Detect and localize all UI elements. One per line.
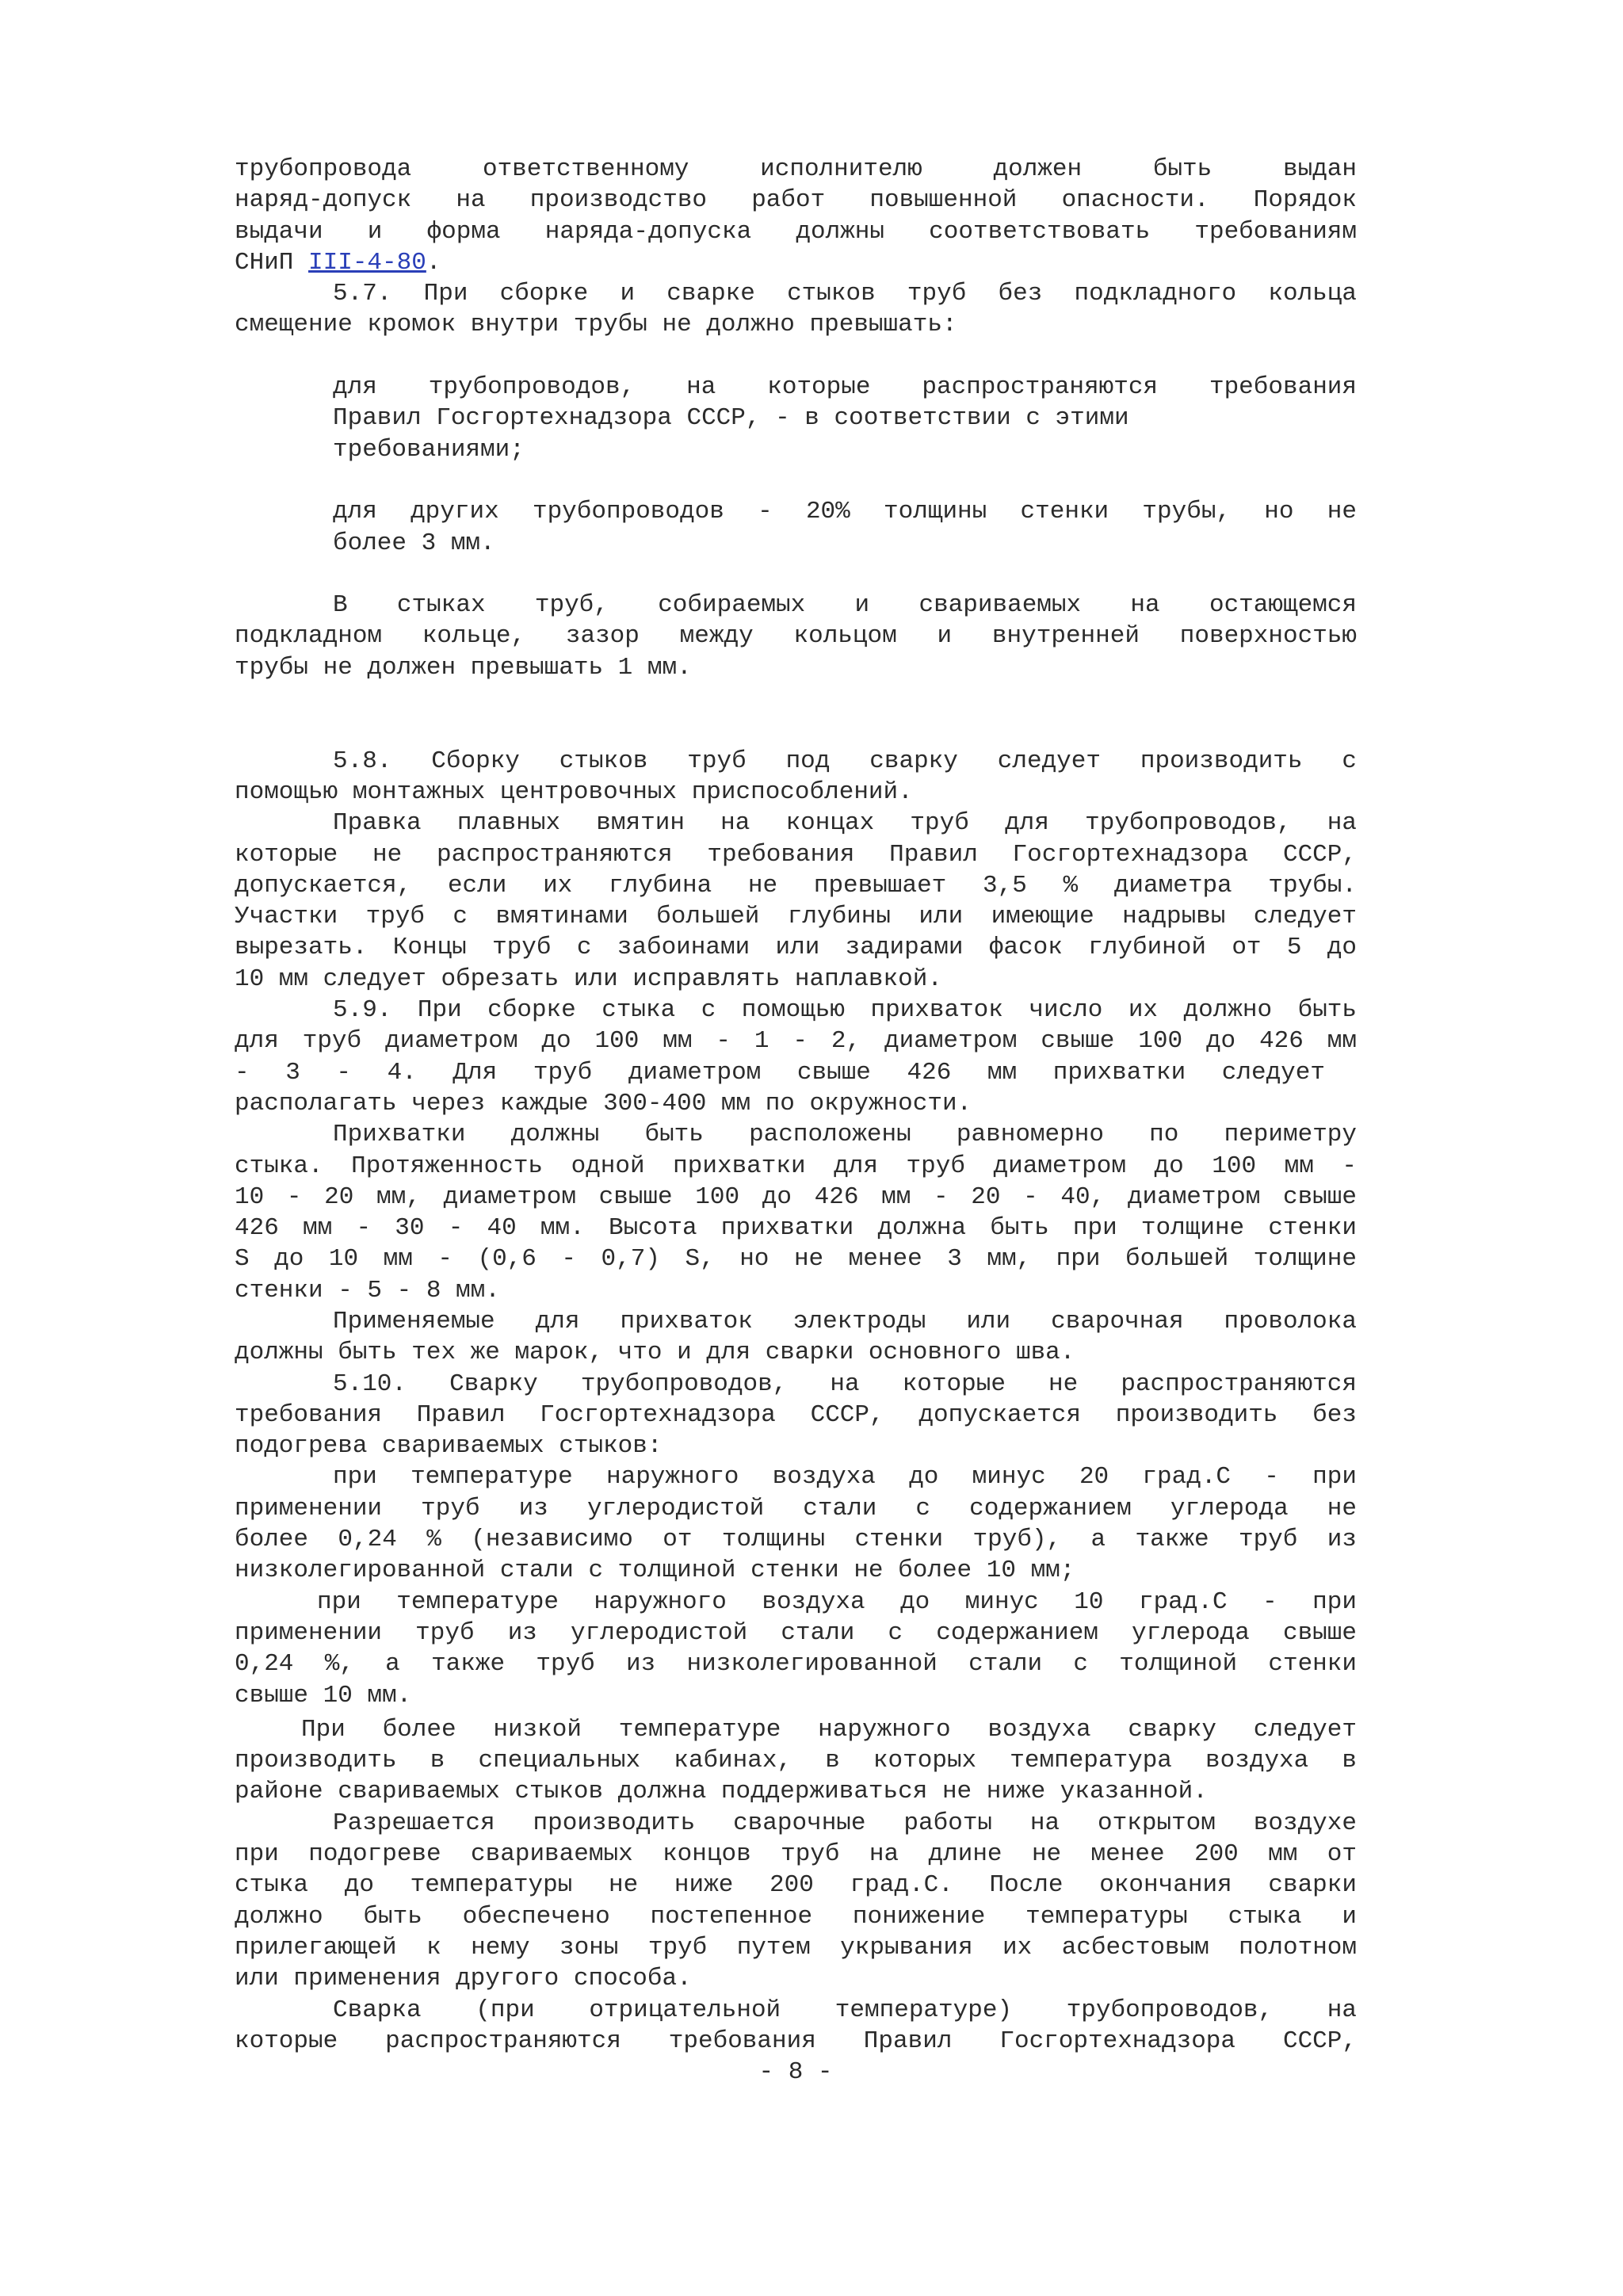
paragraph-line: Правка плавных вмятин на концах труб для трубопроводов, на [333,809,1357,838]
clause-5-10-line: требования Правил Госгортехнадзора СССР, допускается производить без [235,1400,1357,1429]
paragraph-line: свыше 10 мм. [235,1681,412,1710]
paragraph-line: допускается, если их глубина не превышает 3,5 % диаметра трубы. [235,871,1357,900]
spacer [235,465,1357,496]
clause-5-8-line: помощью монтажных центровочных приспособлений. [235,777,913,806]
paragraph-line: стенки - 5 - 8 мм. [235,1276,500,1305]
text-line: наряд-допуск на производство работ повышенной опасности. Порядок [235,186,1357,215]
paragraph-line: применении труб из углеродистой стали с содержанием углерода не [235,1494,1357,1522]
list-item-line: для трубопроводов, на которые распространяются требования [333,373,1357,402]
text-line: выдачи и форма наряда-допуска должны соответствовать требованиям [235,217,1357,246]
paragraph-line: Прихватки должны быть расположены равномерно по периметру [333,1121,1357,1149]
list-item-line: требованиями; [333,435,525,464]
paragraph-line: стыка до температуры не ниже 200 град.С. После окончания сварки [235,1871,1357,1900]
paragraph-line: трубы не должен превышать 1 мм. [235,653,692,682]
paragraph-line: стыка. Протяженность одной прихватки для труб диаметром до 100 мм - [235,1152,1357,1180]
paragraph-line: Разрешается производить сварочные работы на открытом воздухе [333,1809,1357,1837]
paragraph-line: которые распространяются требования Правил Госгортехнадзора СССР, [235,2027,1357,2055]
paragraph-line: При более низкой температуре наружного воздуха сварку следует [301,1715,1357,1744]
paragraph-line: при температуре наружного воздуха до минус 20 град.С - при [333,1463,1357,1492]
paragraph-line: производить в специальных кабинах, в которых температура воздуха в [235,1747,1357,1775]
spacer [235,714,1357,745]
clause-5-7-line: смещение кромок внутри трубы не должно превышать: [235,311,957,339]
snip-suffix: . [426,248,441,277]
list-item-line: более 3 мм. [333,529,495,557]
paragraph-line: или применения другого способа. [235,1965,692,1993]
document-page [235,154,1357,2088]
clause-5-10-line: подогрева свариваемых стыков: [235,1432,663,1461]
clause-5-7-line: 5.7. При сборке и сварке стыков труб без подкладного кольца [333,280,1357,308]
paragraph-line: прилегающей к нему зоны труб путем укрывания их асбестовым полотном [235,1933,1357,1962]
paragraph-line: должно быть обеспечено постепенное понижение температуры стыка и [235,1902,1357,1931]
paragraph-line: Применяемые для прихваток электроды или сварочная проволока [333,1307,1357,1335]
paragraph-line: 10 мм следует обрезать или исправлять наплавкой. [235,965,942,993]
paragraph-line: которые не распространяются требования Правил Госгортехнадзора СССР, [235,840,1357,869]
paragraph-line: при температуре наружного воздуха до минус 10 град.С - при [317,1587,1357,1616]
paragraph-line: при подогреве свариваемых концов труб на длине не менее 200 мм от [235,1840,1357,1869]
paragraph-line: В стыках труб, собираемых и свариваемых на остающемся [333,591,1357,620]
paragraph-line: S до 10 мм - (0,6 - 0,7) S, но не менее 3 мм, при большей толщине [235,1245,1357,1274]
spacer [235,683,1357,714]
list-item-line: Правил Госгортехнадзора СССР, - в соответствии с этими [333,404,1129,433]
clause-5-9-line: для труб диаметром до 100 мм - 1 - 2, диаметром свыше 100 до 426 мм [235,1027,1357,1056]
clause-5-8-line: 5.8. Сборку стыков труб под сварку следует производить с [333,747,1357,775]
list-item-line: для других трубопроводов - 20% толщины стенки трубы, но не [333,498,1357,526]
snip-link[interactable]: III-4-80 [308,248,426,277]
text-line: трубопровода ответственному исполнителю должен быть выдан [235,155,1357,183]
paragraph-line: районе свариваемых стыков должна поддерживаться не ниже указанной. [235,1778,1208,1806]
paragraph-line: 10 - 20 мм, диаметром свыше 100 до 426 мм - 20 - 40, диаметром свыше [235,1182,1357,1211]
paragraph-line: Участки труб с вмятинами большей глубины или имеющие надрывы следует [235,903,1357,931]
snip-reference-line [235,247,1357,278]
paragraph-line: 426 мм - 30 - 40 мм. Высота прихватки должна быть при толщине стенки [235,1214,1357,1243]
paragraph-line: более 0,24 % (независимо от толщины стенки труб), а также труб из [235,1526,1357,1554]
paragraph-line: 0,24 %, а также труб из низколегированной стали с толщиной стенки [235,1650,1357,1679]
paragraph-line: вырезать. Концы труб с забоинами или задирами фасок глубиной от 5 до [235,934,1357,962]
snip-prefix: СНиП [235,248,309,277]
clause-5-10-line: 5.10. Сварку трубопроводов, на которые не распространяются [333,1370,1357,1398]
clause-5-9-line: - 3 - 4. Для труб диаметром свыше 426 мм прихватки следует [235,1058,1325,1087]
paragraph-line: применении труб из углеродистой стали с содержанием углерода свыше [235,1618,1357,1647]
paragraph-line: подкладном кольце, зазор между кольцом и внутренней поверхностью [235,622,1357,651]
paragraph-line: Сварка (при отрицательной температуре) трубопроводов, на [333,1996,1357,2024]
paragraph-line: должны быть тех же марок, что и для сварки основного шва. [235,1339,1075,1367]
clause-5-9-line: располагать через каждые 300-400 мм по окружности. [235,1089,972,1117]
clause-5-9-line: 5.9. При сборке стыка с помощью прихваток число их должно быть [333,996,1357,1025]
paragraph-line: низколегированной стали с толщиной стенки не более 10 мм; [235,1557,1075,1585]
spacer [235,559,1357,590]
spacer [235,341,1357,372]
page-number: - 8 - [758,2058,833,2087]
